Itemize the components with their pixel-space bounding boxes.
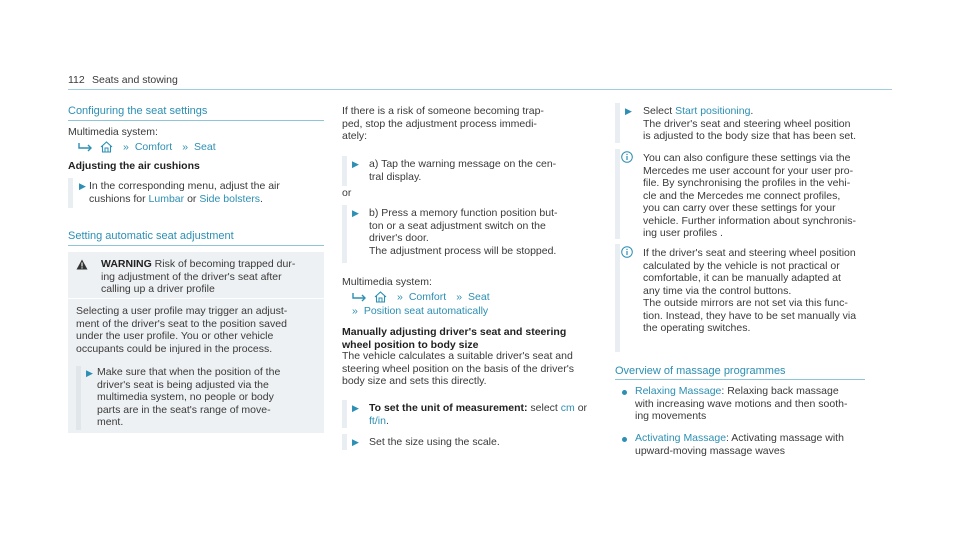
warning-step: Make sure that when the position of the driver's seat is being adjusted via the multimedia system, no people or body parts are in the seat's range of move- ment. (97, 366, 281, 428)
double-chevron-icon: » (352, 305, 358, 317)
header-rule (68, 89, 892, 90)
menu-path (352, 291, 496, 304)
menu-arrow-icon (78, 142, 94, 152)
step-select: Select Start positioning. The driver's seat and steering wheel position is adjusted to the body size that has been set. (643, 105, 857, 142)
step-unit: To set the unit of measurement: select cm or ft/in. (369, 402, 588, 427)
menu-position-auto[interactable]: Position seat automatically (363, 305, 489, 317)
relaxing-massage-link[interactable]: Relaxing Massage (635, 385, 722, 397)
heading-automatic: Setting automatic seat adjustment (68, 230, 234, 242)
step-arrow-icon: ▶ (352, 437, 359, 447)
info-bar (615, 149, 620, 239)
activating-massage-link[interactable]: Activating Massage (635, 432, 727, 444)
menu-comfort[interactable]: Comfort (408, 291, 447, 303)
heading-rule (68, 120, 324, 121)
bullet-dot (622, 390, 627, 395)
info-manual: If the driver's seat and steering wheel position calculated by the vehicle is not practical or comfortable, it can be manually adapted at any time via the control buttons. The outside mirrors are not set via this func- tion. Instead, they have to be set manually via the operating switches. (643, 247, 857, 334)
list-item-activating: Activating Massage: Activating massage with upward-moving massage waves (635, 432, 844, 457)
menu-path (78, 141, 222, 154)
menu-path-2 (352, 305, 494, 318)
info-icon (621, 151, 633, 163)
ftin-option[interactable]: ft/in (369, 414, 386, 427)
step-bar (68, 178, 73, 208)
step-bar (342, 400, 347, 428)
step-arrow-icon: ▶ (352, 403, 359, 413)
step-bar (76, 366, 81, 430)
menu-seat[interactable]: Seat (194, 141, 216, 153)
heading-configuring: Configuring the seat settings (68, 105, 208, 117)
info-icon (621, 246, 633, 258)
home-icon (374, 291, 387, 303)
step-scale: Set the size using the scale. (369, 436, 500, 448)
warning-body: Selecting a user profile may trigger an adjust- ment of the driver's seat to the position saved under the user profile. You or other vehicle occupants could be injured in the process. (76, 305, 288, 355)
manual-body: The vehicle calculates a suitable driver's seat and steering wheel position on the basis of the driver's body size and sets this directly. (342, 350, 574, 387)
heading-rule (615, 379, 865, 380)
cm-option[interactable]: cm (560, 402, 575, 414)
double-chevron-icon: » (123, 141, 129, 153)
double-chevron-icon: » (456, 291, 463, 303)
step-air-cushions (89, 180, 280, 205)
subheading-air-cushions: Adjusting the air cushions (68, 160, 200, 172)
menu-comfort[interactable]: Comfort (134, 141, 173, 153)
step-bar (615, 103, 620, 143)
step-bar (342, 434, 347, 450)
step-line: cushions for Lumbar or Side bolsters. (89, 192, 263, 205)
heading-rule (68, 245, 324, 246)
step-a: a) Tap the warning message on the cen- tral display. (369, 158, 557, 183)
double-chevron-icon: » (182, 141, 189, 153)
warning-icon (76, 259, 88, 270)
or-text: or (342, 187, 352, 199)
step-unit-label: To set the unit of measurement: (369, 402, 528, 414)
step-arrow-icon: ▶ (352, 208, 359, 218)
double-chevron-icon: » (397, 291, 403, 303)
menu-seat[interactable]: Seat (468, 291, 490, 303)
start-positioning-link[interactable]: Start positioning (675, 105, 751, 117)
home-icon (100, 141, 113, 153)
bullet-dot (622, 437, 627, 442)
path-label: Multimedia system: (342, 276, 432, 288)
warning-text: WARNING Risk of becoming trapped dur- ing adjustment of the driver's seat after calling up a driver profile (101, 258, 296, 295)
section-title: Seats and stowing (92, 74, 178, 86)
warning-divider (68, 298, 324, 299)
step-bar (342, 205, 347, 263)
risk-intro: If there is a risk of someone becoming trap- ped, stop the adjustment process immedi- ately: (342, 105, 544, 142)
info-bar (615, 244, 620, 352)
path-label: Multimedia system: (68, 126, 158, 138)
menu-arrow-icon (352, 292, 368, 302)
step-arrow-icon: ▶ (352, 159, 359, 169)
side-bolsters-link[interactable]: Side bolsters (199, 192, 261, 205)
step-arrow-icon: ▶ (79, 181, 86, 191)
subheading-manual: Manually adjusting driver's seat and steering wheel position to body size (342, 326, 567, 351)
step-line: In the corresponding menu, adjust the air (89, 180, 280, 192)
info-sync: You can also configure these settings via the Mercedes me user account for your user pro- file. By synchronising the profiles in the vehi- cle and the Mercedes me connect profiles, you can carry over these settings for your vehicle. Further information about synchronis- ing user profiles . (643, 152, 857, 239)
step-arrow-icon: ▶ (86, 368, 93, 378)
list-item-relaxing: Relaxing Massage: Relaxing back massage with increasing wave motions and then sooth- ing movements (635, 385, 848, 422)
page-number: 112 (68, 74, 85, 86)
heading-massage: Overview of massage programmes (615, 365, 786, 377)
step-bar (342, 156, 347, 186)
step-b: b) Press a memory function position but- ton or a seat adjustment switch on the driver's door. The adjustment process will be stopped. (369, 207, 558, 257)
warning-title: WARNING (101, 258, 152, 270)
lumbar-link[interactable]: Lumbar (148, 192, 185, 205)
step-arrow-icon: ▶ (625, 106, 632, 116)
